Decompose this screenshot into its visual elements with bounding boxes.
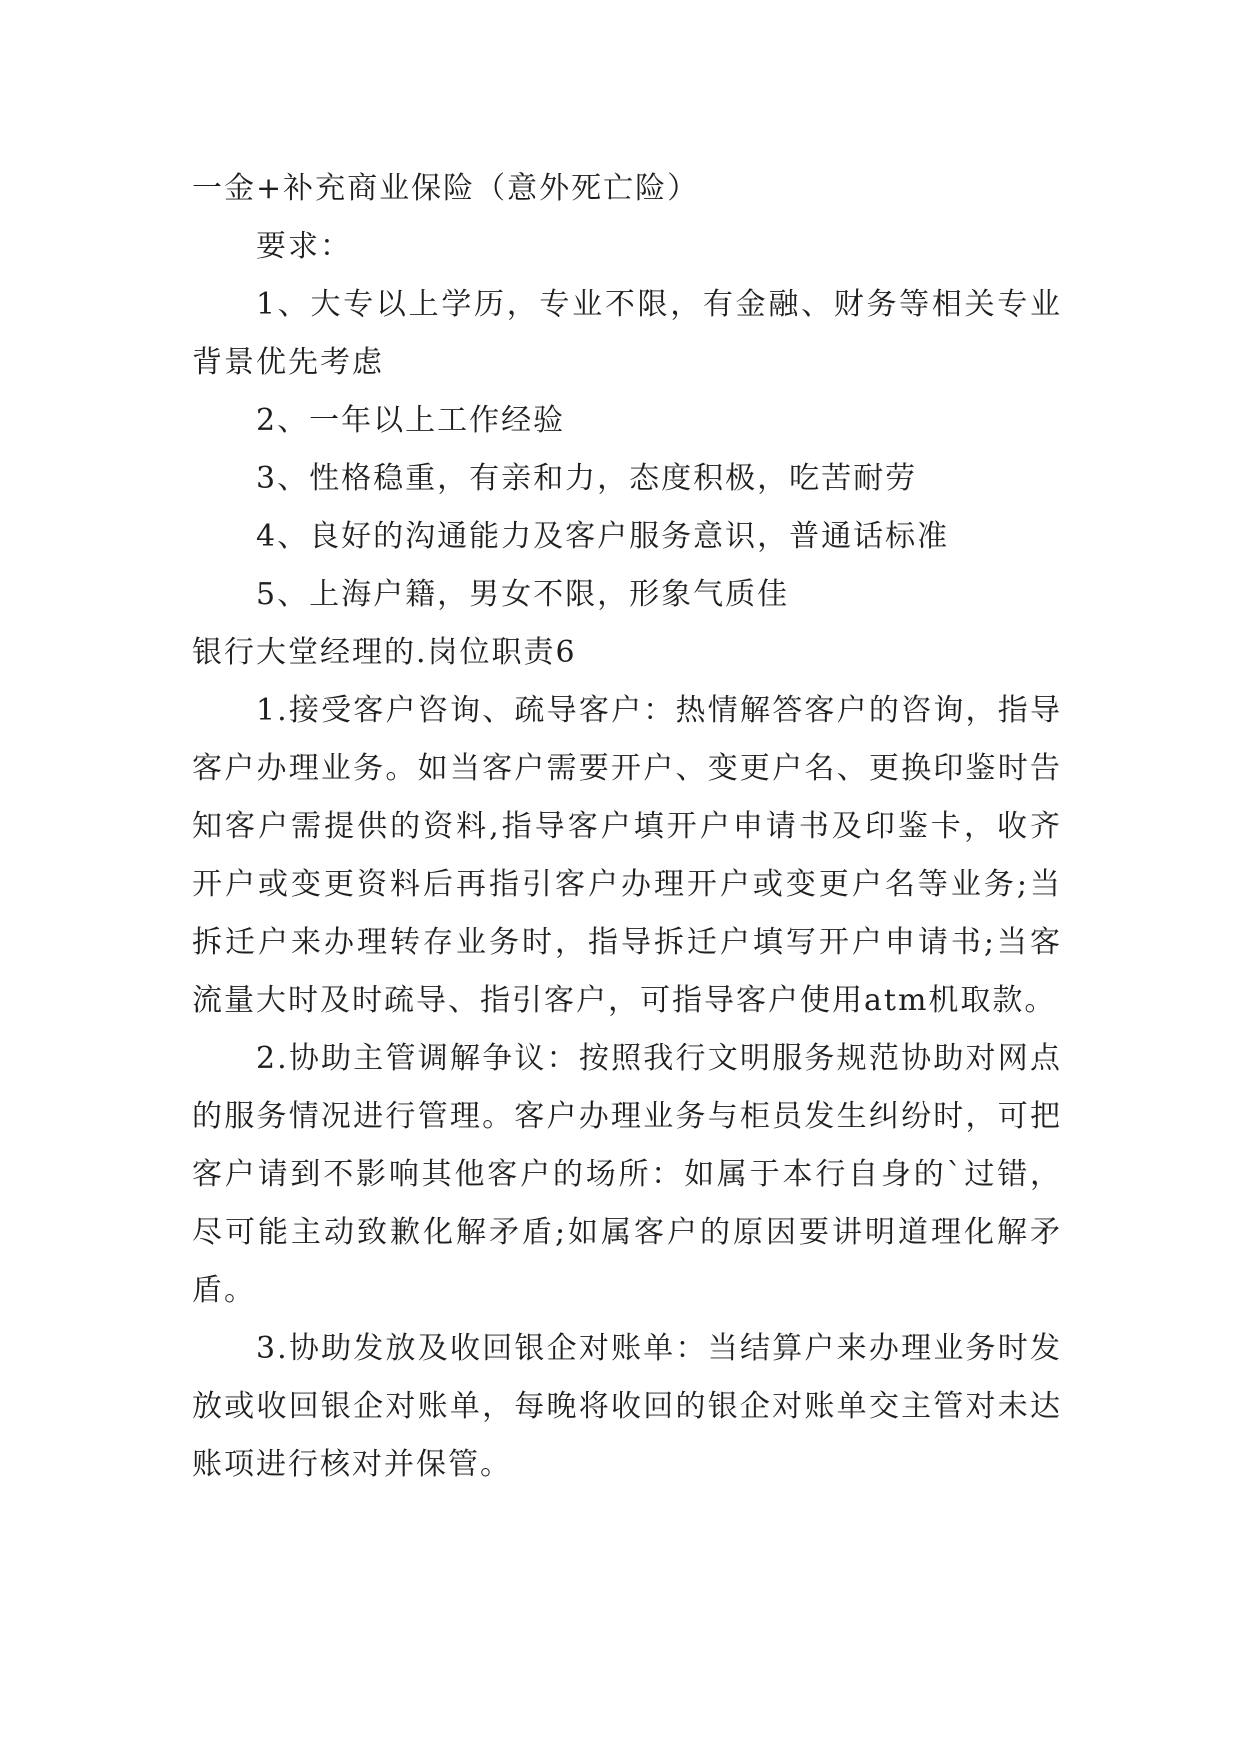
benefits-line: 一金+补充商业保险（意外死亡险） — [192, 171, 700, 206]
duty-item-1: 1.接受客户咨询、疏导客户：热情解答客户的咨询，指导客户办理业务。如当客户需要开户、变更户名、更换印鉴时告知客户需提供的资料,指导客户填开户申请书及印鉴卡，收齐开户或变更资料后再指引客户办理开户或变更户名等业务;当拆迁户来办理转存业务时，指导拆迁户填写开户申请书;当客流量大时及时疏导、指引客户，可指导客户使用atm机取款。 — [192, 693, 1062, 1018]
requirement-item-3: 3、性格稳重，有亲和力，态度积极，吃苦耐劳 — [256, 461, 918, 496]
document-body — [192, 160, 1062, 1494]
duty-item-2: 2.协助主管调解争议：按照我行文明服务规范协助对网点的服务情况进行管理。客户办理业务与柜员发生纠纷时，可把客户请到不影响其他客户的场所：如属于本行自身的`过错，尽可能主动致歉化解矛盾;如属客户的原因要讲明道理化解矛盾。 — [192, 1041, 1062, 1308]
requirement-item-5: 5、上海户籍，男女不限，形象气质佳 — [256, 577, 790, 612]
duty-item-3: 3.协助发放及收回银企对账单：当结算户来办理业务时发放或收回银企对账单，每晚将收回的银企对账单交主管对未达账项进行核对并保管。 — [192, 1331, 1062, 1482]
section-heading: 银行大堂经理的.岗位职责6 — [192, 635, 577, 670]
requirement-item-1: 1、大专以上学历，专业不限，有金融、财务等相关专业背景优先考虑 — [192, 287, 1062, 380]
requirement-item-4: 4、良好的沟通能力及客户服务意识，普通话标准 — [256, 519, 950, 554]
requirements-heading: 要求： — [256, 229, 352, 264]
requirement-item-2: 2、一年以上工作经验 — [256, 403, 566, 438]
